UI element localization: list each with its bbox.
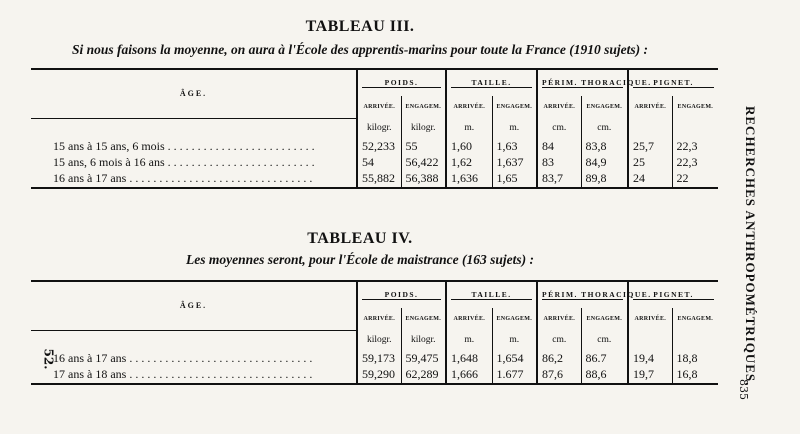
cell: 54 <box>357 155 401 171</box>
cell: 1,636 <box>446 171 492 188</box>
subhead: ARRIVÉE. <box>446 308 492 330</box>
subhead: ENGAGEM. <box>401 308 446 330</box>
unit: kilogr. <box>401 330 446 351</box>
subhead: ARRIVÉE. <box>537 96 581 118</box>
unit: cm. <box>581 330 628 351</box>
subhead: ARRIVÉE. <box>357 96 401 118</box>
group-header: PIGNET. <box>628 69 718 96</box>
cell: 1,637 <box>492 155 537 171</box>
cell: 22,3 <box>672 139 718 155</box>
unit: m. <box>446 330 492 351</box>
table-row <box>31 171 718 188</box>
table-row <box>31 155 718 171</box>
table3 <box>31 68 718 189</box>
subhead: ENGAGEM. <box>581 308 628 330</box>
unit: m. <box>492 118 537 139</box>
table-row <box>31 139 718 155</box>
subhead: ENGAGEM. <box>401 96 446 118</box>
margin-mark: 52. <box>41 348 56 370</box>
cell: 18,8 <box>672 351 718 367</box>
subhead: ENGAGEM. <box>672 96 718 118</box>
subhead: ARRIVÉE. <box>628 308 672 330</box>
cell: 62,289 <box>401 367 446 384</box>
cell: 22 <box>672 171 718 188</box>
table4-subtitle: Les moyennes seront, pour l'École de maistrance (163 sujets) : <box>186 252 534 267</box>
unit: m. <box>492 330 537 351</box>
age-header: ÂGE. <box>179 301 208 311</box>
age-header: ÂGE. <box>179 89 208 99</box>
table-row <box>31 367 718 384</box>
group-header: PÉRIM. THORACIQUE. <box>537 281 628 308</box>
cell: 1.677 <box>492 367 537 384</box>
row-label: 15 ans, 6 mois à 16 ans . . . . . . . . . . . . . . . . . . . . . . . . . <box>53 155 315 169</box>
cell: 1,60 <box>446 139 492 155</box>
group-header: PÉRIM. THORACIQUE. <box>537 69 628 96</box>
subhead: ENGAGEM. <box>492 308 537 330</box>
cell: 88,6 <box>581 367 628 384</box>
unit: kilogr. <box>357 330 401 351</box>
table4-title: TABLEAU IV. <box>307 230 413 247</box>
table3-title: TABLEAU III. <box>305 18 415 35</box>
unit <box>672 118 718 139</box>
cell: 1,648 <box>446 351 492 367</box>
unit: cm. <box>581 118 628 139</box>
cell: 55 <box>401 139 446 155</box>
cell: 59,173 <box>357 351 401 367</box>
table3-subtitle: Si nous faisons la moyenne, on aura à l'École des apprentis-marins pour toute la France (1910 sujets) : <box>71 42 649 57</box>
cell: 24 <box>628 171 672 188</box>
row-label: 16 ans à 17 ans . . . . . . . . . . . . . . . . . . . . . . . . . . . . . . . <box>53 171 313 185</box>
subhead: ENGAGEM. <box>672 308 718 330</box>
cell: 86,2 <box>537 351 581 367</box>
cell: 56,422 <box>401 155 446 171</box>
cell: 16,8 <box>672 367 718 384</box>
cell: 52,233 <box>357 139 401 155</box>
cell: 84 <box>537 139 581 155</box>
cell: 89,8 <box>581 171 628 188</box>
cell: 83,8 <box>581 139 628 155</box>
row-label: 15 ans à 15 ans, 6 mois . . . . . . . . . . . . . . . . . . . . . . . . . <box>53 139 315 153</box>
unit <box>628 118 672 139</box>
subhead: ENGAGEM. <box>492 96 537 118</box>
group-header: TAILLE. <box>446 281 537 308</box>
unit: kilogr. <box>357 118 401 139</box>
unit: cm. <box>537 330 581 351</box>
cell: 87,6 <box>537 367 581 384</box>
cell: 56,388 <box>401 171 446 188</box>
cell: 25 <box>628 155 672 171</box>
subhead: ARRIVÉE. <box>628 96 672 118</box>
cell: 1,666 <box>446 367 492 384</box>
cell: 1,65 <box>492 171 537 188</box>
group-header: PIGNET. <box>628 281 718 308</box>
cell: 59,475 <box>401 351 446 367</box>
cell: 86.7 <box>581 351 628 367</box>
cell: 83,7 <box>537 171 581 188</box>
cell: 84,9 <box>581 155 628 171</box>
page-number: 835 <box>737 379 750 400</box>
cell: 25,7 <box>628 139 672 155</box>
cell: 55,882 <box>357 171 401 188</box>
subhead: ARRIVÉE. <box>537 308 581 330</box>
subhead: ARRIVÉE. <box>446 96 492 118</box>
subhead: ARRIVÉE. <box>357 308 401 330</box>
cell: 22,3 <box>672 155 718 171</box>
unit <box>628 330 672 351</box>
unit: cm. <box>537 118 581 139</box>
row-label: 17 ans à 18 ans . . . . . . . . . . . . . . . . . . . . . . . . . . . . . . . <box>53 367 313 381</box>
cell: 19,7 <box>628 367 672 384</box>
table-row <box>31 351 718 367</box>
cell: 1,654 <box>492 351 537 367</box>
group-header: POIDS. <box>357 281 446 308</box>
group-header: TAILLE. <box>446 69 537 96</box>
table4 <box>31 280 718 385</box>
unit: m. <box>446 118 492 139</box>
cell: 1,62 <box>446 155 492 171</box>
subhead: ENGAGEM. <box>581 96 628 118</box>
unit: kilogr. <box>401 118 446 139</box>
row-label: 16 ans à 17 ans . . . . . . . . . . . . . . . . . . . . . . . . . . . . . . . <box>53 351 313 365</box>
cell: 1,63 <box>492 139 537 155</box>
cell: 83 <box>537 155 581 171</box>
group-header: POIDS. <box>357 69 446 96</box>
cell: 19,4 <box>628 351 672 367</box>
unit <box>672 330 718 351</box>
running-header: RECHERCHES ANTHROPOMÉTRIQUES. <box>743 106 758 387</box>
cell: 59,290 <box>357 367 401 384</box>
